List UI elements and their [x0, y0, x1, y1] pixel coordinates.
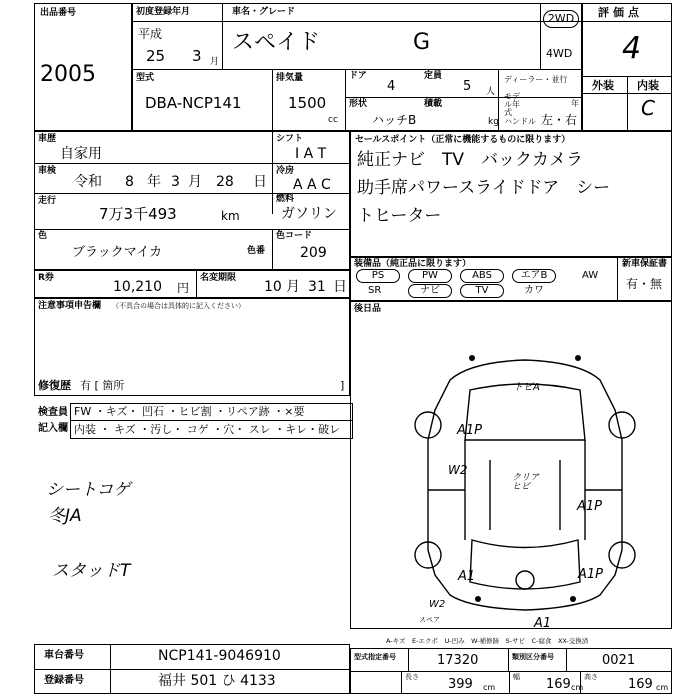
equipment-item-tv: TV [460, 284, 504, 298]
aircon-value: A A C [293, 177, 331, 193]
width-value: 169 [546, 677, 571, 692]
doors-value: 4 [387, 79, 396, 94]
plate-label: 登録番号 [44, 675, 84, 686]
warranty-label: 新車保証書 [622, 259, 668, 269]
fuel-label: 燃料 [276, 194, 295, 204]
doors-label: ドア [349, 71, 367, 81]
mileage-label: 走行 [38, 196, 57, 206]
color-label: 色 [38, 231, 48, 241]
load-unit: kg [488, 117, 499, 127]
color-code2-label: 色コード [276, 231, 313, 241]
displacement-value: 1500 [288, 94, 327, 112]
width-label: 幅 [513, 673, 520, 681]
sales-point-label: セールスポイント（正常に機能するものに限ります） [355, 135, 571, 145]
model-year-label: モデル年式 [504, 92, 520, 117]
inspector-label-2: 記入欄 [38, 423, 68, 434]
inspection-month: 3 [171, 174, 180, 190]
lot-number: 2005 [40, 62, 96, 87]
inspection-day: 28 [216, 174, 234, 190]
inspection-era: 令和 [74, 174, 102, 190]
equipment-label: 装備品（純正品に限ります） [354, 259, 472, 269]
height-value: 169 [628, 677, 653, 692]
inspector-row-2: 内装 ・ キズ ・汚し・ コゲ ・穴・ スレ ・キレ・破レ [74, 423, 341, 436]
recycle-value: 10,210 [113, 279, 162, 295]
mark-left-front: A1P [457, 423, 483, 438]
capacity-label: 定員 [424, 71, 443, 81]
height-unit: cm [656, 683, 669, 692]
capacity-unit: 人 [486, 87, 496, 97]
notes-label: 注意事項申告欄 [38, 301, 102, 311]
inspector-row-1: FW ・キズ・ 凹石 ・ヒビ割 ・リペア跡 ・×要 [74, 405, 305, 418]
shape-value: ハッチB [372, 113, 417, 127]
equipment-item-エアb: エアB [512, 269, 556, 283]
hand-note-3: スタッドT [52, 561, 131, 581]
interior-label: 内装 [637, 79, 659, 92]
fuel-value: ガソリン [281, 206, 337, 222]
notes-sub: （不具合の場合は具体的に記入ください） [112, 302, 245, 310]
equipment-item-ps: PS [356, 269, 400, 283]
history-value: 自家用 [60, 146, 102, 162]
shift-value: I A T [295, 146, 327, 162]
length-label: 長さ [405, 673, 419, 681]
mileage-value: 7万3千493 [99, 205, 177, 223]
history-label: 車歴 [38, 134, 57, 144]
recycle-label: R券 [38, 273, 54, 283]
spare-label: スペア [419, 616, 440, 624]
handle-label: ハンドル [504, 117, 536, 126]
drive-2wd: 2WD [543, 10, 579, 28]
exterior-label: 外装 [592, 79, 614, 92]
length-value: 399 [448, 677, 473, 692]
score-value: 4 [622, 31, 642, 66]
class-value: 0021 [602, 653, 636, 668]
equipment-item-aw: AW [582, 270, 599, 281]
recycle-unit: 円 [177, 281, 190, 295]
damage-legend: A-キズ E-エクボ U-凹み W-補修跡 S-サビ C-腐食 XX-交換済 [386, 637, 589, 645]
repair-value: 有 [ 箇所 [80, 379, 125, 392]
equipment-item-ナビ: ナビ [408, 284, 452, 298]
inspection-year-unit: 年 [147, 174, 161, 190]
width-unit: cm [571, 683, 584, 692]
mark-left-door: W2 [448, 463, 468, 477]
load-label: 積載 [424, 99, 443, 109]
equipment-item-abs: ABS [460, 269, 504, 283]
mark-left-rear: A1 [458, 569, 476, 584]
capacity-value: 5 [463, 79, 472, 94]
first-reg-label: 初度登録年月 [136, 7, 191, 17]
mark-rear-bumper: A1 [534, 616, 552, 631]
deadline-day: 31 [308, 279, 326, 295]
deadline-month: 10 [264, 279, 282, 295]
hand-note-2: 冬JA [48, 506, 82, 526]
sales-line-1: 純正ナビ TV バックカメラ [357, 150, 584, 170]
mileage-unit: km [221, 209, 240, 223]
shape-label: 形状 [349, 99, 368, 109]
chassis-value: NCP141-9046910 [158, 648, 281, 664]
lot-label: 出品番号 [40, 8, 77, 18]
car-grade: G [413, 30, 431, 55]
shift-label: シフト [276, 134, 304, 144]
inspection-year: 8 [125, 174, 134, 190]
inspector-label-1: 検査員 [38, 407, 68, 418]
sales-line-2: 助手席パワースライドドア シー [357, 178, 611, 198]
model-value: DBA-NCP141 [145, 94, 242, 112]
car-name-label: 車名・グレード [232, 7, 296, 17]
mark-right-door: A1P [577, 499, 603, 514]
score-label: 評価点 [598, 6, 643, 19]
equipment-item-sr: SR [368, 285, 382, 296]
sales-line-3: トヒーター [357, 206, 442, 226]
deadline-month-unit: 月 [286, 279, 300, 295]
displacement-label: 排気量 [276, 73, 304, 83]
first-reg-year: 25 [146, 47, 166, 65]
first-reg-month: 3 [192, 47, 202, 65]
rear-seat-label: 後日品 [354, 304, 382, 314]
type-designation-value: 17320 [437, 653, 479, 668]
hand-note-1: シートコゲ [46, 480, 131, 500]
mark-right-rear: A1P [578, 567, 604, 582]
length-unit: cm [483, 683, 496, 692]
class-label: 類別区分番号 [512, 653, 554, 661]
equipment-item-カワ: カワ [524, 285, 544, 296]
drive-4wd: 4WD [546, 47, 573, 60]
inspection-month-unit: 月 [188, 174, 202, 190]
displacement-unit: cc [328, 115, 338, 125]
aircon-label: 冷房 [276, 166, 295, 176]
interior-score: C [641, 96, 655, 120]
deadline-day-unit: 日 [333, 279, 347, 295]
inspection-day-unit: 日 [253, 174, 267, 190]
color-code-label: 色番 [247, 246, 266, 256]
color-value: ブラックマイカ [72, 245, 163, 260]
mark-left-bumper: W2 [429, 599, 446, 610]
car-name: スペイド [232, 30, 321, 55]
type-designation-label: 型式指定番号 [354, 653, 396, 661]
height-label: 高さ [584, 673, 598, 681]
model-label: 型式 [136, 73, 155, 83]
inspection-label: 車検 [38, 166, 57, 176]
repair-end: ] [340, 379, 345, 392]
chassis-label: 車台番号 [44, 650, 84, 661]
recycle-box [34, 270, 350, 298]
handle-value: 左・右 [541, 113, 578, 127]
plate-value: 福井 501 ひ 4133 [158, 673, 276, 689]
warranty-value: 有・無 [626, 277, 663, 291]
deadline-label: 名変期限 [200, 273, 237, 283]
first-reg-month-unit: 月 [210, 57, 220, 67]
mark-hood: トビA [513, 382, 540, 393]
mark-windshield: クリアヒビ [512, 473, 540, 492]
dealer-label: ディーラー・並行 [504, 75, 568, 84]
repair-label: 修復歴 [38, 379, 71, 392]
color-code2-value: 209 [300, 245, 327, 261]
equipment-item-pw: PW [408, 269, 452, 283]
first-reg-era: 平成 [138, 27, 163, 41]
model-year-unit: 年 [571, 99, 579, 108]
